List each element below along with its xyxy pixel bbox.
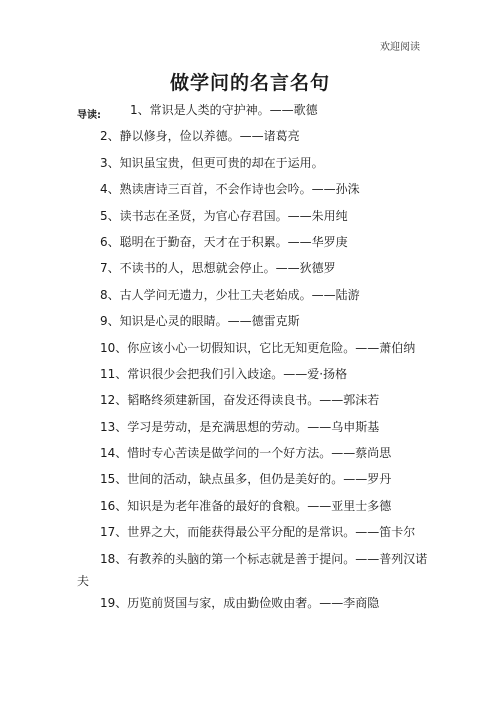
quote-item: 16、知识是为老年准备的最好的食粮。——亚里士多德 [100, 498, 392, 513]
quote-item: 14、惜时专心苦读是做学问的一个好方法。——蔡尚思 [100, 446, 392, 461]
quote-item: 13、学习是劳动，是充满思想的劳动。——乌申斯基 [100, 419, 380, 434]
quote-item [0, 546, 500, 590]
quote-item: 5、读书志在圣贤，为官心存君国。——朱用纯 [100, 208, 348, 223]
quote-item: 2、静以修身，俭以养德。——诸葛亮 [100, 129, 300, 144]
quote-list [0, 97, 500, 616]
quote-text: 18、有教养的头脑的第一个标志就是善于提问。——普列汉诺 [100, 551, 428, 566]
quote-item: 8、古人学问无遗力，少壮工夫老始成。——陆游 [100, 287, 360, 302]
quote-wrap-text: 夫 [77, 573, 90, 588]
quote-item: 17、世界之大，而能获得最公平分配的是常识。——笛卡尔 [100, 525, 416, 540]
quote-item: 12、韬略终须建新国，奋发还得读良书。——郭沫若 [100, 393, 380, 408]
quote-item: 3、知识虽宝贵，但更可贵的却在于运用。 [100, 155, 324, 170]
quote-item: 9、知识是心灵的眼睛。——德雷克斯 [100, 314, 300, 329]
quote-item: 1、常识是人类的守护神。——歌德 [130, 103, 318, 117]
quote-item: 15、世间的活动，缺点虽多，但仍是美好的。——罗丹 [100, 472, 392, 487]
page-title: 做学问的名言名句 [169, 72, 330, 94]
quote-item: 6、聪明在于勤奋，天才在于积累。——华罗庚 [100, 234, 348, 249]
quote-item: 11、常识很少会把我们引入歧途。——爱·扬格 [100, 366, 348, 381]
header-note: 欢迎阅读 [380, 42, 420, 53]
intro-label: 导读: [77, 110, 101, 121]
quote-item: 19、历览前贤国与家，成由勤俭败由奢。——李商隐 [100, 595, 380, 610]
quote-item: 7、不读书的人，思想就会停止。——狄德罗 [100, 261, 336, 276]
quote-item: 4、熟读唐诗三百首，不会作诗也会吟。——孙洙 [100, 182, 360, 197]
quote-item: 10、你应该小心一切假知识，它比无知更危险。——萧伯纳 [100, 340, 416, 355]
